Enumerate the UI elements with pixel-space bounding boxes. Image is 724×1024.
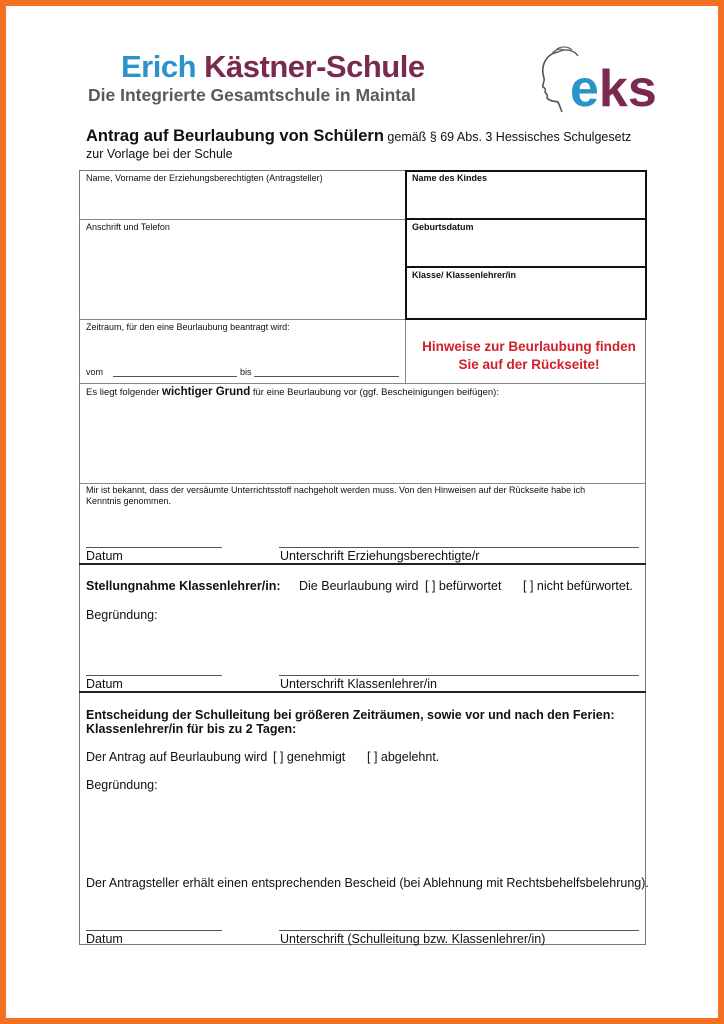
signature-line[interactable] [279,930,639,931]
reason-label [86,386,499,398]
teacher-heading: Stellungnahme Klassenlehrer/in: [86,579,281,593]
teacher-signature-label: Unterschrift Klassenlehrer/in [280,677,438,691]
period-label: Zeitraum, für den eine Beurlaubung beantragt wird: [86,322,290,332]
notice-text [411,338,647,374]
principal-signature-label: Unterschrift (Schulleitung bzw. Klassenlehrer/in) [280,932,546,946]
ack-line1: Mir ist bekannt, dass der versäumte Unterrichtsstoff nachgeholt werden muss. Von den Hinweisen auf der Rückseite habe ich [86,485,586,495]
sig1-signature-label: Unterschrift Erziehungsberechtigte/r [280,549,480,563]
reason-post: für eine Beurlaubung vor (ggf. Bescheinigungen beifügen): [250,387,499,398]
teacher-date-label: Datum [86,677,123,691]
document-page [6,6,718,1018]
reason-pre: Es liegt folgender [86,387,163,398]
to-date-line[interactable] [254,376,399,377]
logo-text: eks [570,60,657,118]
address-phone-label: Anschrift und Telefon [86,222,170,232]
school-name [121,49,425,85]
from-label: vom [86,367,104,377]
birthdate-label: Geburtsdatum [412,222,474,232]
principal-reject-checkbox[interactable]: [ ] abgelehnt. [367,750,440,764]
child-name-label: Name des Kindes [412,173,488,183]
signature-line[interactable] [279,547,639,548]
profile-head-icon [536,44,657,118]
guardian-name-label: Name, Vorname der Erziehungsberechtigten (Antragsteller) [86,173,323,183]
form-title-bold: Antrag auf Beurlaubung von Schülern [86,127,384,145]
school-name-part2: Kästner-Schule [204,49,425,84]
class-teacher-label: Klasse/ Klassenlehrer/in [412,270,517,280]
principal-reason-label: Begründung: [86,778,158,792]
school-name-part1: Erich [121,49,205,84]
principal-notice: Der Antragsteller erhält einen entsprechenden Bescheid (bei Ablehnung mit Rechtsbehelfsbelehrung). [86,876,649,890]
principal-approve-checkbox[interactable]: [ ] genehmigt [273,750,346,764]
school-subtitle: Die Integrierte Gesamtschule in Maintal [88,85,416,105]
form-subtitle: zur Vorlage bei der Schule [86,147,233,161]
notice-line1: Hinweise zur Beurlaubung finden [422,339,636,354]
date-line[interactable] [86,675,222,676]
teacher-reject-checkbox[interactable]: [ ] nicht befürwortet. [523,579,633,593]
principal-statement: Der Antrag auf Beurlaubung wird [86,750,268,764]
notice-line2: Sie auf der Rückseite! [458,357,600,372]
ack-line2: Kenntnis genommen. [86,496,172,506]
row-divider [79,319,406,320]
form-title-rest: gemäß § 69 Abs. 3 Hessisches Schulgesetz [383,130,632,144]
signature-line[interactable] [279,675,639,676]
teacher-reason-label: Begründung: [86,608,158,622]
from-date-line[interactable] [113,376,237,377]
row-divider [79,383,646,384]
row-divider [79,483,646,484]
teacher-approve-checkbox[interactable]: [ ] befürwortet [425,579,502,593]
principal-heading-line1: Entscheidung der Schulleitung bei größeren Zeiträumen, sowie vor und nach den Ferien: [86,708,615,722]
section-divider [79,691,646,693]
school-logo [536,44,657,118]
to-label: bis [240,367,252,377]
reason-bold: wichtiger Grund [162,386,251,398]
row-divider [79,219,406,220]
teacher-statement: Die Beurlaubung wird [299,579,419,593]
sig1-date-label: Datum [86,549,123,563]
form-title [86,127,631,146]
date-line[interactable] [86,930,222,931]
section-divider [79,563,646,565]
date-line[interactable] [86,547,222,548]
principal-date-label: Datum [86,932,123,946]
principal-heading-line2: Klassenlehrer/in für bis zu 2 Tagen: [86,722,297,736]
